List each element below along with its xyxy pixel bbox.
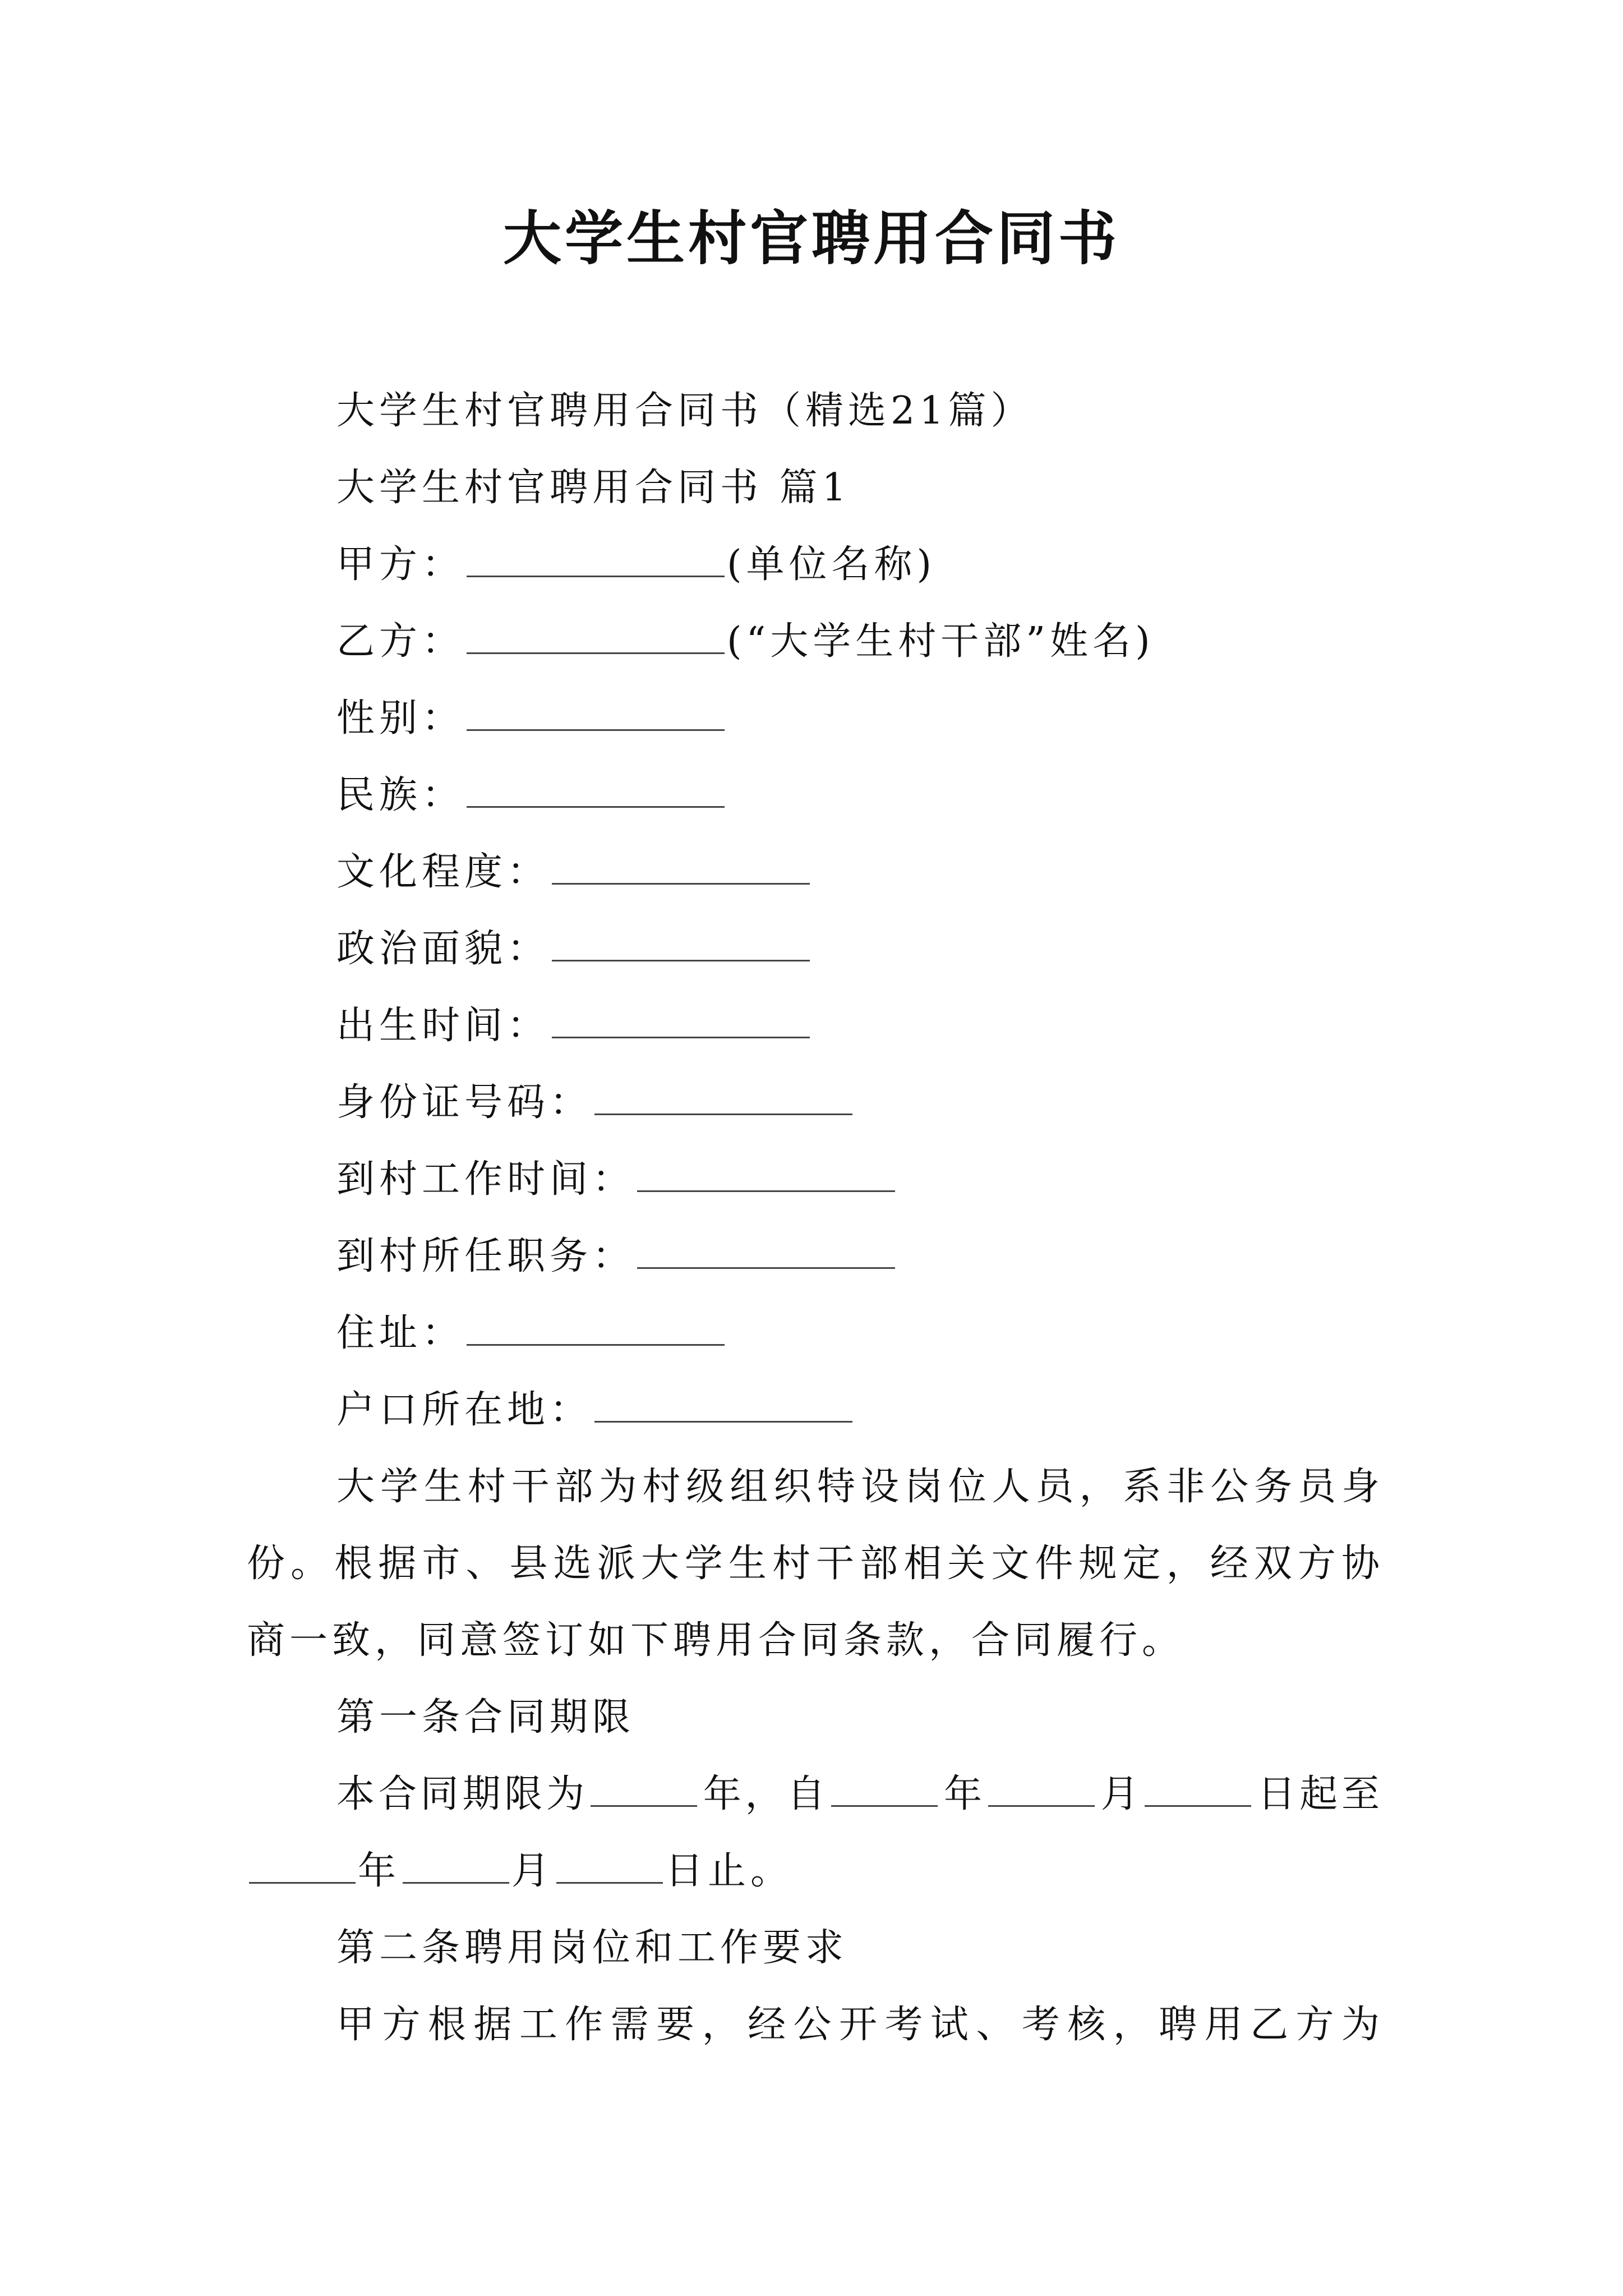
birth-label: 出生时间： [336, 1004, 550, 1048]
birth-row [336, 1001, 812, 1051]
education-blank[interactable] [552, 849, 810, 885]
education-row [336, 847, 812, 898]
article1-text-h: 日止。 [665, 1849, 794, 1893]
end-day-blank[interactable] [556, 1848, 663, 1884]
start-blank[interactable] [637, 1157, 895, 1192]
address-label: 住址： [336, 1311, 465, 1355]
subtitle: 大学生村官聘用合同书（精选21篇） [336, 389, 1034, 433]
end-month-blank[interactable] [403, 1848, 509, 1884]
intro-line-1: 大学生村干部为村级组织特设岗位人员，系非公务员身 [336, 1465, 1380, 1509]
gender-row [336, 693, 727, 744]
id-label: 身份证号码： [336, 1080, 593, 1125]
article1-text-d: 月 [1096, 1772, 1143, 1816]
hukou-row [336, 1385, 855, 1435]
birth-blank[interactable] [552, 1003, 810, 1038]
party-a-row [336, 540, 936, 590]
article1-text-b: 年，自 [699, 1772, 829, 1816]
article1-text-g: 月 [511, 1849, 555, 1893]
end-year-blank[interactable] [249, 1848, 356, 1884]
political-row [336, 924, 812, 974]
party-b-blank[interactable] [467, 619, 725, 654]
article2-line-1: 甲方根据工作需要，经公开考试、考核，聘用乙方为 [336, 2003, 1380, 2047]
article1-text-e: 日起至 [1253, 1772, 1380, 1816]
ethnicity-row [336, 770, 727, 821]
gender-blank[interactable] [467, 696, 725, 731]
article1-line-2 [247, 1846, 793, 1897]
address-row [336, 1308, 727, 1359]
section-heading: 大学生村官聘用合同书 篇1 [336, 466, 851, 510]
hukou-label: 户口所在地： [336, 1388, 593, 1432]
position-row [336, 1231, 897, 1282]
party-b-note: (“大学生村干部”姓名) [727, 619, 1155, 664]
party-a-blank[interactable] [467, 542, 725, 577]
gender-label: 性别： [336, 696, 465, 740]
start-row [336, 1154, 897, 1205]
intro-line-3: 商一致，同意签订如下聘用合同条款，合同履行。 [247, 1618, 1185, 1663]
document-title: 大学生村官聘用合同书 [502, 204, 1120, 273]
article1-line-1 [336, 1769, 1380, 1820]
article1-text-c: 年 [940, 1772, 986, 1816]
start-month-blank[interactable] [988, 1772, 1095, 1807]
education-label: 文化程度： [336, 850, 550, 894]
article1-text-a: 本合同期限为 [336, 1772, 588, 1816]
start-year-blank[interactable] [831, 1772, 938, 1807]
term-years-blank[interactable] [591, 1772, 697, 1807]
ethnicity-label: 民族： [336, 773, 465, 817]
address-blank[interactable] [467, 1310, 725, 1346]
political-blank[interactable] [552, 926, 810, 961]
party-a-note: (单位名称) [727, 542, 937, 587]
hukou-blank[interactable] [594, 1387, 852, 1423]
party-b-label: 乙方： [336, 619, 465, 664]
article1-heading: 第一条合同期限 [336, 1695, 635, 1740]
start-day-blank[interactable] [1145, 1772, 1251, 1807]
party-b-row [336, 616, 1155, 667]
id-row [336, 1078, 855, 1128]
article2-heading: 第二条聘用岗位和工作要求 [336, 1926, 849, 1970]
start-label: 到村工作时间： [336, 1157, 635, 1202]
intro-line-2: 份。根据市、县选派大学生村干部相关文件规定，经双方协 [247, 1542, 1380, 1586]
position-label: 到村所任职务： [336, 1234, 635, 1278]
article1-text-f: 年 [358, 1849, 401, 1893]
party-a-label: 甲方： [336, 542, 465, 587]
political-label: 政治面貌： [336, 927, 550, 971]
ethnicity-blank[interactable] [467, 772, 725, 808]
position-blank[interactable] [637, 1234, 895, 1269]
id-blank[interactable] [594, 1080, 852, 1115]
